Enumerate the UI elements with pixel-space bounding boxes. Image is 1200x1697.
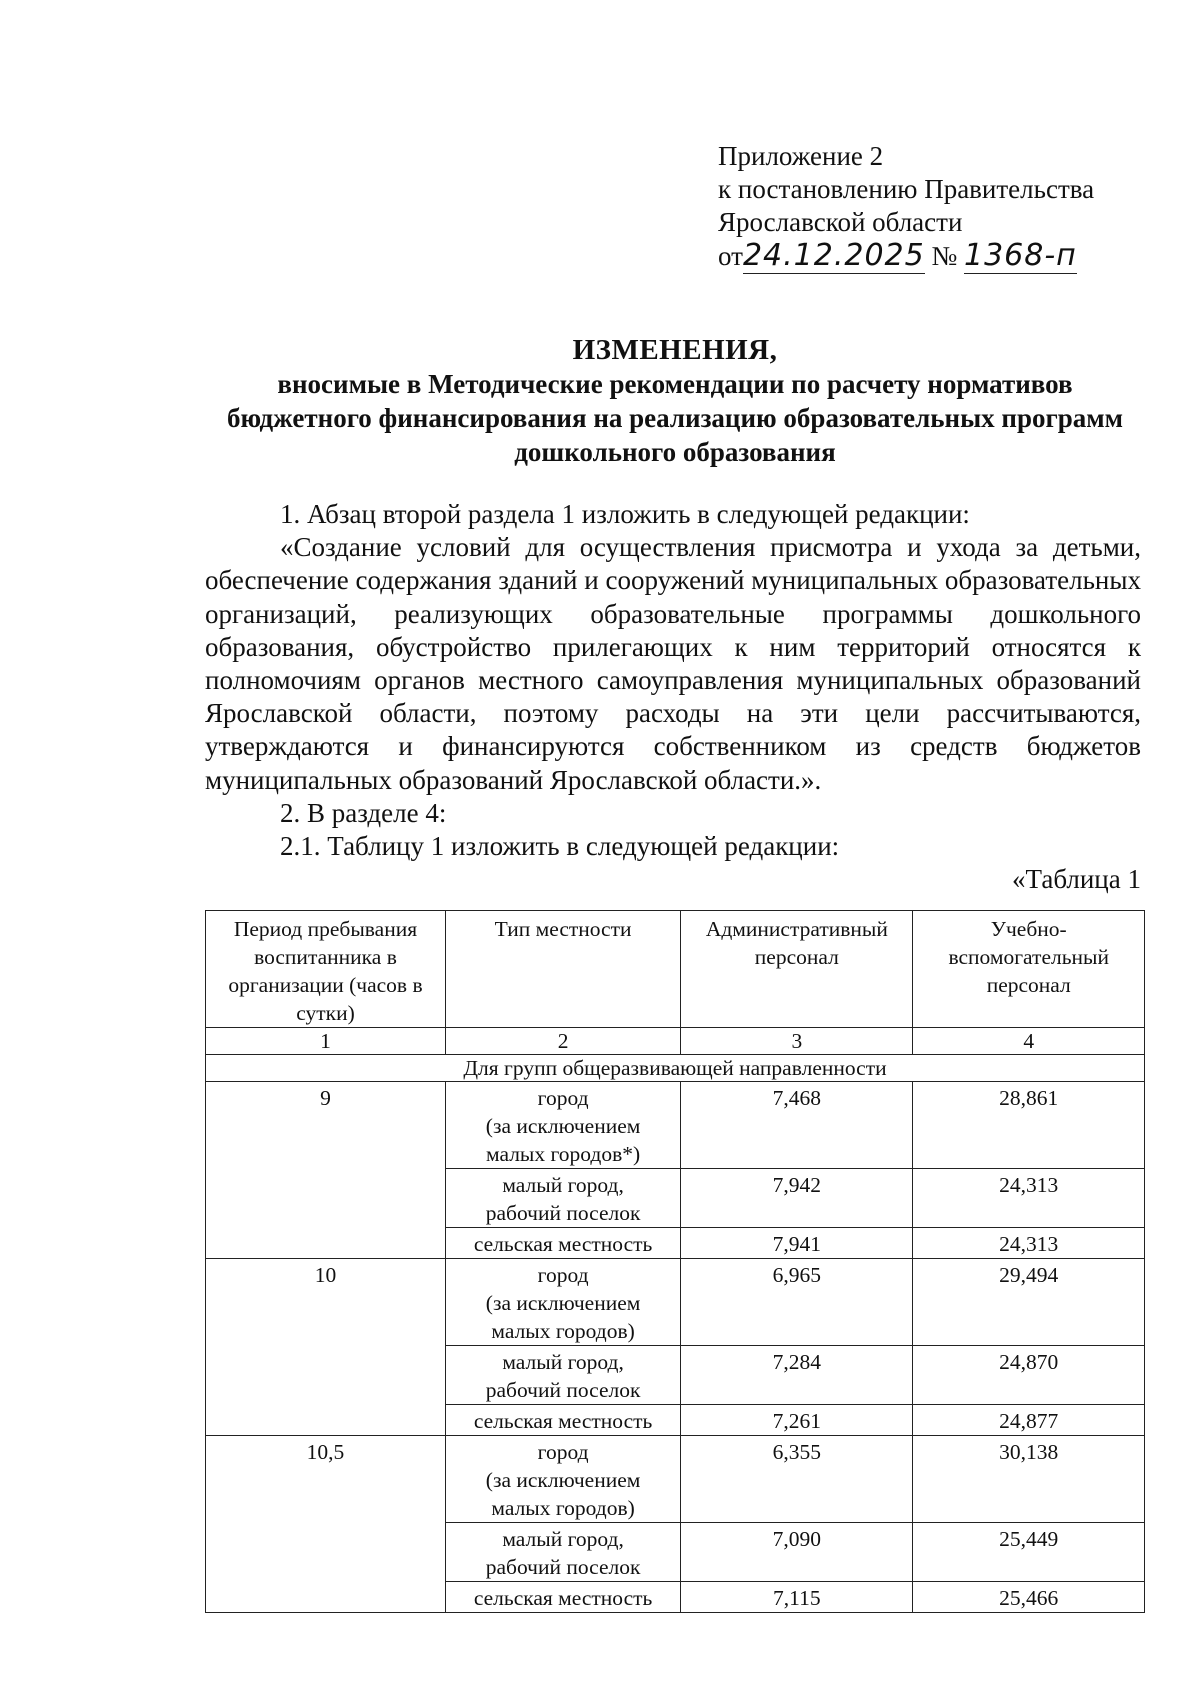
admin-value-cell: 6,965 bbox=[681, 1259, 913, 1346]
locality-type-cell: сельская местность bbox=[445, 1582, 680, 1613]
period-cell: 9 bbox=[206, 1082, 446, 1259]
appendix-region: Ярославской области bbox=[718, 207, 963, 237]
admin-value-cell: 7,261 bbox=[681, 1405, 913, 1436]
table-header-row bbox=[206, 911, 1145, 1028]
locality-type-cell: малый город, рабочий поселок bbox=[445, 1346, 680, 1405]
admin-value-cell: 7,090 bbox=[681, 1523, 913, 1582]
locality-type-cell: город (за исключением малых городов) bbox=[445, 1259, 680, 1346]
paragraph-1: 1. Абзац второй раздела 1 изложить в следующей редакции: bbox=[280, 499, 970, 529]
section-row bbox=[206, 1055, 1145, 1082]
appendix-block bbox=[718, 140, 1094, 274]
column-number: 4 bbox=[913, 1028, 1145, 1055]
table-caption: «Таблица 1 bbox=[1012, 864, 1141, 895]
header-period: Период пребывания воспитанника в организации (часов в сутки) bbox=[206, 911, 446, 1028]
locality-type-cell: сельская местность bbox=[445, 1228, 680, 1259]
support-value-cell: 24,313 bbox=[913, 1169, 1145, 1228]
appendix-date-number bbox=[718, 239, 1094, 274]
support-value-cell: 24,313 bbox=[913, 1228, 1145, 1259]
locality-type-cell: малый город, рабочий поселок bbox=[445, 1169, 680, 1228]
header-support: Учебно-вспомогательный персонал bbox=[913, 911, 1145, 1028]
support-value-cell: 25,449 bbox=[913, 1523, 1145, 1582]
support-value-cell: 29,494 bbox=[913, 1259, 1145, 1346]
period-cell: 10,5 bbox=[206, 1436, 446, 1613]
admin-value-cell: 7,468 bbox=[681, 1082, 913, 1169]
paragraph-quote: «Создание условий для осуществления присмотра и ухода за детьми, обеспечение содержания зданий и сооружений муниципальных образовательных организаций, реализующих образовательные программы дошкольного образования, обустройство прилегающих к ним территорий относятся к полномочиям органов местного самоуправления муниципальных образований Ярославской области, поэтому расходы на эти цели рассчитываются, утверждаются и финансируются собственником из средств бюджетов муниципальных образований Ярославской области.». bbox=[205, 532, 1141, 795]
header-admin: Административный персонал bbox=[681, 911, 913, 1028]
table-row bbox=[206, 1259, 1145, 1346]
number-prefix: № bbox=[931, 241, 958, 271]
header-type: Тип местности bbox=[445, 911, 680, 1028]
appendix-resolution: к постановлению Правительства bbox=[718, 174, 1095, 204]
title-line-3: дошкольного образования bbox=[514, 437, 836, 467]
admin-value-cell: 7,284 bbox=[681, 1346, 913, 1405]
document-title bbox=[200, 333, 1150, 469]
support-value-cell: 25,466 bbox=[913, 1582, 1145, 1613]
appendix-title: Приложение 2 bbox=[718, 141, 884, 171]
handwritten-date: 24.12.2025 bbox=[742, 238, 925, 273]
paragraph-section-4: 2. В разделе 4: bbox=[280, 797, 447, 828]
locality-type-cell: город (за исключением малых городов*) bbox=[445, 1082, 680, 1169]
handwritten-number: 1368-п bbox=[964, 238, 1077, 273]
title-main: ИЗМЕНЕНИЯ, bbox=[572, 334, 778, 366]
period-cell: 10 bbox=[206, 1259, 446, 1436]
table-row bbox=[206, 1436, 1145, 1523]
support-value-cell: 30,138 bbox=[913, 1436, 1145, 1523]
admin-value-cell: 7,942 bbox=[681, 1169, 913, 1228]
admin-value-cell: 6,355 bbox=[681, 1436, 913, 1523]
paragraph-table-intro: 2.1. Таблицу 1 изложить в следующей редакции: bbox=[280, 831, 840, 862]
section-title: Для групп общеразвивающей направленности bbox=[206, 1055, 1145, 1082]
column-number: 1 bbox=[206, 1028, 446, 1055]
column-number: 3 bbox=[681, 1028, 913, 1055]
column-number: 2 bbox=[445, 1028, 680, 1055]
support-value-cell: 24,877 bbox=[913, 1405, 1145, 1436]
title-line-2: бюджетного финансирования на реализацию образовательных программ bbox=[226, 403, 1124, 433]
locality-type-cell: город (за исключением малых городов) bbox=[445, 1436, 680, 1523]
admin-value-cell: 7,941 bbox=[681, 1228, 913, 1259]
table-row bbox=[206, 1082, 1145, 1169]
locality-type-cell: сельская местность bbox=[445, 1405, 680, 1436]
admin-value-cell: 7,115 bbox=[681, 1582, 913, 1613]
date-prefix: от bbox=[718, 241, 743, 271]
title-line-1: вносимые в Методические рекомендации по расчету нормативов bbox=[277, 369, 1073, 399]
norms-table bbox=[205, 910, 1145, 1613]
support-value-cell: 28,861 bbox=[913, 1082, 1145, 1169]
document-body bbox=[205, 498, 1141, 896]
column-number-row bbox=[206, 1028, 1145, 1055]
locality-type-cell: малый город, рабочий поселок bbox=[445, 1523, 680, 1582]
support-value-cell: 24,870 bbox=[913, 1346, 1145, 1405]
